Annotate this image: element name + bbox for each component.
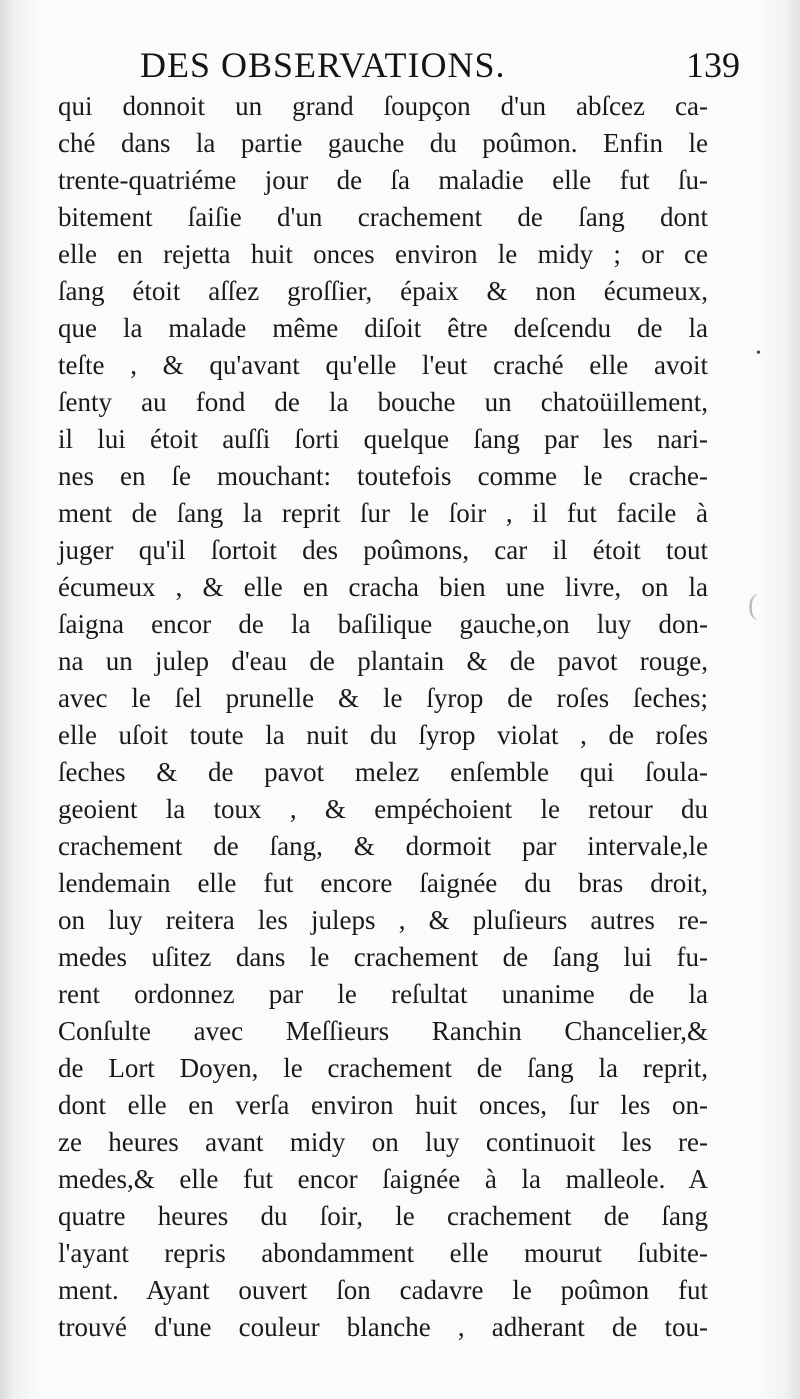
text-line: teſte , & qu'avant qu'elle l'eut craché elle avoit <box>58 350 708 380</box>
text-line: dont elle en verſa environ huit onces, ſur les on- <box>58 1090 708 1120</box>
text-line: quatre heures du ſoir, le crachement de ſang <box>58 1201 708 1231</box>
text-line: ze heures avant midy on luy continuoit les re- <box>58 1127 708 1157</box>
text-line: on luy reitera les juleps , & pluſieurs autres re- <box>58 905 708 935</box>
margin-dot-mark: • <box>756 346 761 361</box>
text-line: ché dans la partie gauche du poûmon. Enfin le <box>58 128 708 158</box>
page-header <box>60 40 740 90</box>
text-line: ſaigna encor de la baſilique gauche,on luy don- <box>58 609 708 639</box>
text-line: crachement de ſang, & dormoit par intervale,le <box>58 831 708 861</box>
text-line: qui donnoit un grand ſoupçon d'un abſcez ca- <box>58 91 708 121</box>
text-line: geoient la toux , & empéchoient le retour du <box>58 794 708 824</box>
text-line: avec le ſel prunelle & le ſyrop de roſes ſeches; <box>58 683 708 713</box>
body-text <box>58 88 708 1346</box>
text-line: ſenty au fond de la bouche un chatoüillement, <box>58 387 708 417</box>
text-line: elle uſoit toute la nuit du ſyrop violat , de roſes <box>58 720 708 750</box>
running-head: DES OBSERVATIONS. <box>140 45 506 85</box>
text-line: écumeux , & elle en cracha bien une livre, on la <box>58 572 708 602</box>
text-line: il lui étoit auſſi ſorti quelque ſang par les nari- <box>58 424 708 454</box>
margin-bracket-mark: ( <box>748 590 758 621</box>
text-line: ſeches & de pavot melez enſemble qui ſoula- <box>58 757 708 787</box>
text-line: ment. Ayant ouvert ſon cadavre le poûmon fut <box>58 1275 708 1305</box>
text-line: medes uſitez dans le crachement de ſang lui fu- <box>58 942 708 972</box>
text-line: na un julep d'eau de plantain & de pavot rouge, <box>58 646 708 676</box>
text-line: de Lort Doyen, le crachement de ſang la reprit, <box>58 1053 708 1083</box>
text-line: ſang étoit aſſez groſſier, épaix & non écumeux, <box>58 276 708 306</box>
text-line: elle en rejetta huit onces environ le midy ; or ce <box>58 239 708 269</box>
text-line: juger qu'il ſortoit des poûmons, car il étoit tout <box>58 535 708 565</box>
text-line: rent ordonnez par le reſultat unanime de la <box>58 979 708 1009</box>
text-line: bitement ſaiſie d'un crachement de ſang dont <box>58 202 708 232</box>
text-line: Conſulte avec Meſſieurs Ranchin Chancelier,& <box>58 1016 708 1046</box>
text-line: lendemain elle fut encore ſaignée du bras droit, <box>58 868 708 898</box>
text-line: trouvé d'une couleur blanche , adherant de tou- <box>58 1312 708 1342</box>
text-line: que la malade même diſoit être deſcendu de la <box>58 313 708 343</box>
text-line: medes,& elle fut encor ſaignée à la malleole. A <box>58 1164 708 1194</box>
text-line: l'ayant repris abondamment elle mourut ſubite- <box>58 1238 708 1268</box>
page-number: 139 <box>686 45 740 85</box>
text-line: nes en ſe mouchant: toutefois comme le crache- <box>58 461 708 491</box>
text-line: ment de ſang la reprit ſur le ſoir , il fut facile à <box>58 498 708 528</box>
text-line: trente-quatriéme jour de ſa maladie elle fut ſu- <box>58 165 708 195</box>
